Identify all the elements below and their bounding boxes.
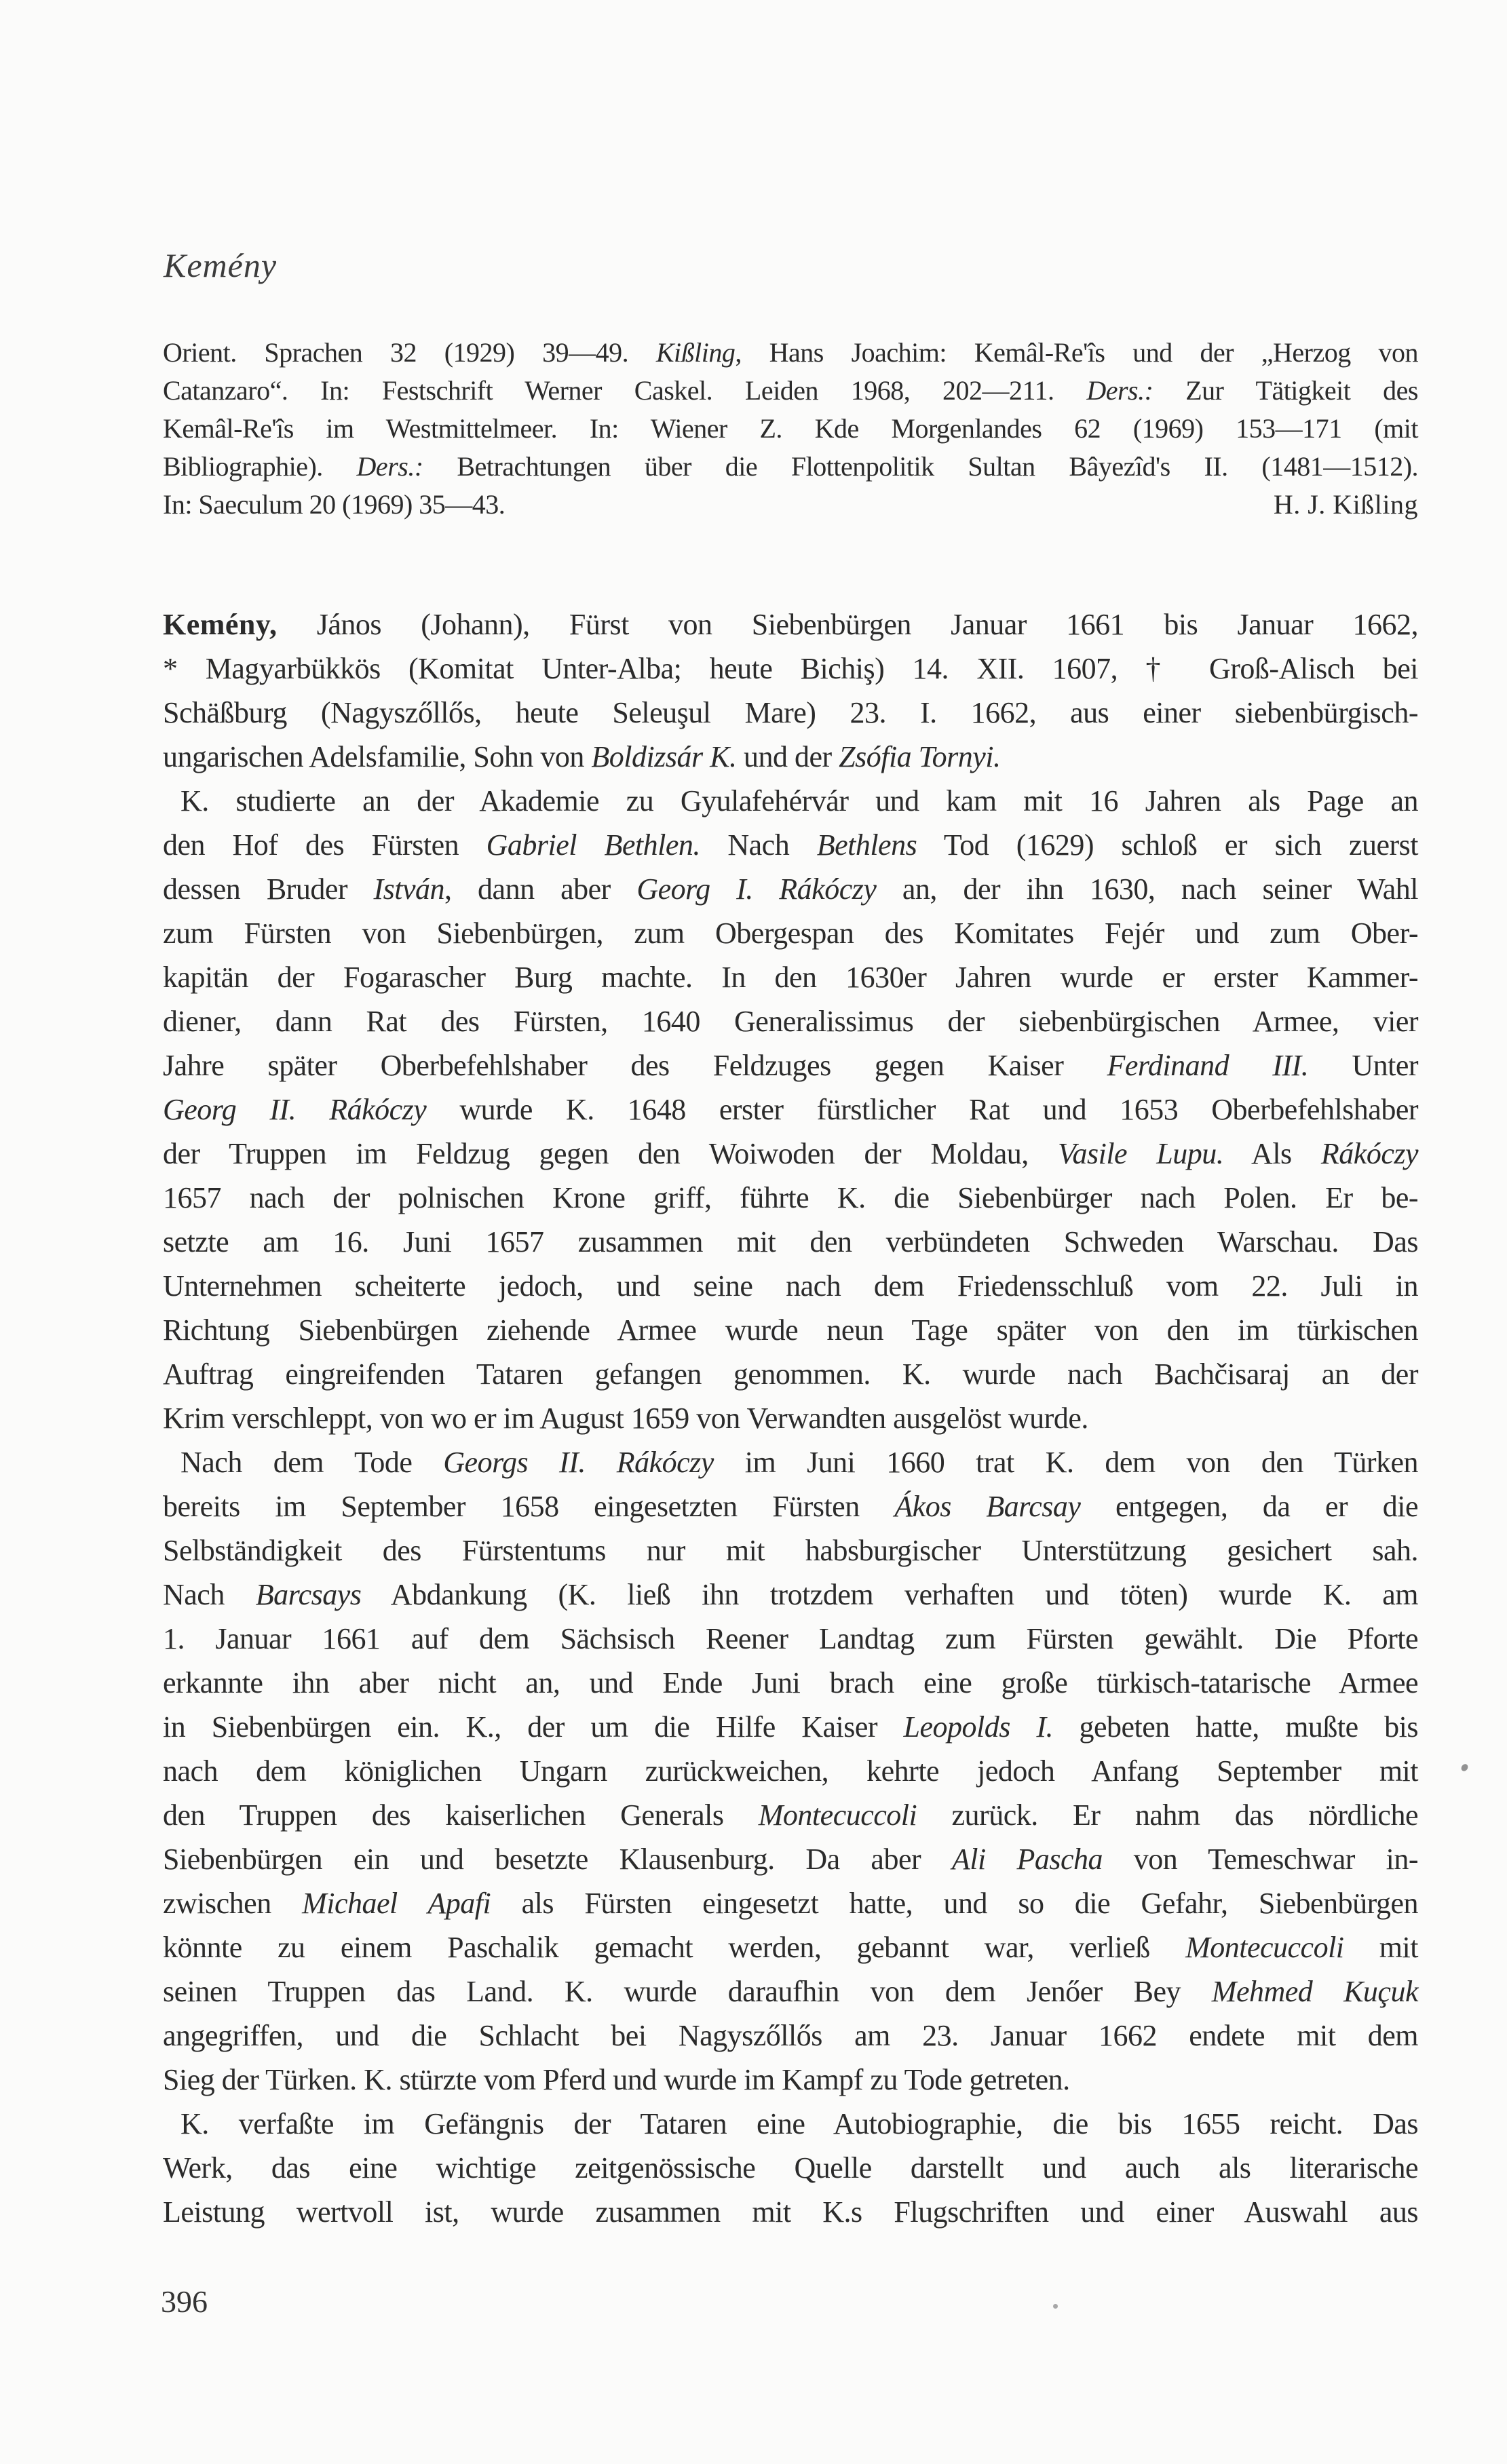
text-line: zwischen Michael Apafi als Fürsten eingesetzt hatte, und so die Gefahr, Siebenbürgen (163, 1887, 1418, 1920)
text-line: der Truppen im Feldzug gegen den Woiwoden der Moldau, Vasile Lupu. Als Rákóczy (163, 1137, 1418, 1170)
text-line: K. studierte an der Akademie zu Gyulafehérvár und kam mit 16 Jahren als Page an (180, 784, 1418, 817)
text-line: 1. Januar 1661 auf dem Sächsisch Reener Landtag zum Fürsten gewählt. Die Pforte (163, 1622, 1418, 1655)
running-head: Kemény (164, 246, 278, 284)
text-line: ungarischen Adelsfamilie, Sohn von Boldizsár K. und der Zsófia Tornyi. (163, 740, 1001, 773)
paragraph (163, 1440, 1418, 2102)
text-line: Werk, das eine wichtige zeitgenössische Quelle darstellt und auch als literarische (163, 2151, 1418, 2184)
text-line: zum Fürsten von Siebenbürgen, zum Obergespan des Komitates Fejér und zum Ober- (163, 917, 1418, 950)
text-line: bereits im September 1658 eingesetzten Fürsten Ákos Barcsay entgegen, da er die (163, 1490, 1419, 1523)
bibliography-block (163, 334, 1418, 524)
text-line: diener, dann Rat des Fürsten, 1640 Generalissimus der siebenbürgischen Armee, vier (163, 1005, 1418, 1038)
text-line: Sieg der Türken. K. stürzte vom Pferd und wurde im Kampf zu Tode getreten. (163, 2063, 1070, 2096)
text-line: H. J. Kißling In: Saeculum 20 (1969) 35—43. (163, 486, 1418, 524)
paragraph (163, 2102, 1418, 2234)
page-number: 396 (161, 2284, 208, 2319)
text-line: Jahre später Oberbefehlshaber des Feldzuges gegen Kaiser Ferdinand III. Unter (163, 1049, 1419, 1082)
text-line: Kemâl-Re'îs im Westmittelmeer. In: Wiener Z. Kde Morgenlandes 62 (1969) 153—171 (mit (163, 413, 1418, 444)
text-line: Schäßburg (Nagyszőllős, heute Seleuşul Mare) 23. I. 1662, aus einer siebenbürgisch- (163, 696, 1418, 729)
text-line: Siebenbürgen ein und besetzte Klausenburg. Da aber Ali Pascha von Temeschwar in- (163, 1843, 1419, 1876)
text-line: den Hof des Fürsten Gabriel Bethlen. Nach Bethlens Tod (1629) schloß er sich zuerst (163, 828, 1419, 862)
text-line: Leistung wertvoll ist, wurde zusammen mit K.s Flugschriften und einer Auswahl aus (163, 2195, 1418, 2229)
text-line: 1657 nach der polnischen Krone griff, führte K. die Siebenbürger nach Polen. Er be- (163, 1181, 1418, 1214)
text-line: Orient. Sprachen 32 (1929) 39—49. Kißling, Hans Joachim: Kemâl-Re'îs und der „Herzog von (163, 337, 1418, 368)
text-line: angegriffen, und die Schlacht bei Nagyszőllős am 23. Januar 1662 endete mit dem (163, 2019, 1418, 2052)
paragraph (163, 602, 1418, 779)
text-line: Auftrag eingreifenden Tataren gefangen genommen. K. wurde nach Bachčisaraj an der (163, 1358, 1418, 1391)
text-line: * Magyarbükkös (Komitat Unter-Alba; heute Bichiş) 14. XII. 1607, † Groß-Alisch bei (163, 652, 1418, 685)
text-line: Unternehmen scheiterte jedoch, und seine nach dem Friedensschluß vom 22. Juli in (163, 1269, 1418, 1303)
scan-speck (1053, 2304, 1058, 2309)
text-line: Selbständigkeit des Fürstentums nur mit habsburgischer Unterstützung gesichert sah. (163, 1534, 1418, 1567)
text-line: nach dem königlichen Ungarn zurückweichen, kehrte jedoch Anfang September mit (163, 1754, 1418, 1788)
text-line: seinen Truppen das Land. K. wurde daraufhin von dem Jenőer Bey Mehmed Kuçuk (163, 1975, 1418, 2008)
text-line: Nach Barcsays Abdankung (K. ließ ihn trotzdem verhaften und töten) wurde K. am (163, 1578, 1418, 1611)
text-line: Georg II. Rákóczy wurde K. 1648 erster fürstlicher Rat und 1653 Oberbefehlshaber (163, 1093, 1419, 1126)
text-line: Nach dem Tode Georgs II. Rákóczy im Juni 1660 trat K. dem von den Türken (180, 1446, 1418, 1479)
text-line: Kemény, János (Johann), Fürst von Siebenbürgen Januar 1661 bis Januar 1662, (163, 608, 1418, 641)
text-line: K. verfaßte im Gefängnis der Tataren eine Autobiographie, die bis 1655 reicht. Das (180, 2107, 1418, 2140)
text-line: setzte am 16. Juni 1657 zusammen mit den verbündeten Schweden Warschau. Das (163, 1225, 1418, 1258)
entry-text (163, 602, 1418, 2234)
text-line: kapitän der Fogarascher Burg machte. In den 1630er Jahren wurde er erster Kammer- (163, 961, 1418, 994)
text-line: Krim verschleppt, von wo er im August 1659 von Verwandten ausgelöst wurde. (163, 1402, 1088, 1435)
text-line: Bibliographie). Ders.: Betrachtungen über die Flottenpolitik Sultan Bâyezîd's II. (1481—1512). (163, 451, 1419, 482)
text-line: Richtung Siebenbürgen ziehende Armee wurde neun Tage später von den im türkischen (163, 1313, 1418, 1347)
text-line: den Truppen des kaiserlichen Generals Montecuccoli zurück. Er nahm das nördliche (163, 1798, 1418, 1832)
text-line: in Siebenbürgen ein. K., der um die Hilfe Kaiser Leopolds I. gebeten hatte, mußte bis (163, 1710, 1419, 1744)
paragraph (163, 779, 1418, 1440)
author-signature: H. J. Kißling (1273, 489, 1418, 520)
text-line: erkannte ihn aber nicht an, und Ende Juni brach eine große türkisch-tatarische Armee (163, 1666, 1418, 1699)
scan-speck (1460, 1763, 1470, 1772)
text-line: dessen Bruder István, dann aber Georg I. Rákóczy an, der ihn 1630, nach seiner Wahl (163, 872, 1418, 906)
text-line: Catanzaro“. In: Festschrift Werner Caskel. Leiden 1968, 202—211. Ders.: Zur Tätigkeit des (163, 375, 1418, 406)
text-line: könnte zu einem Paschalik gemacht werden, gebannt war, verließ Montecuccoli mit (163, 1931, 1418, 1964)
